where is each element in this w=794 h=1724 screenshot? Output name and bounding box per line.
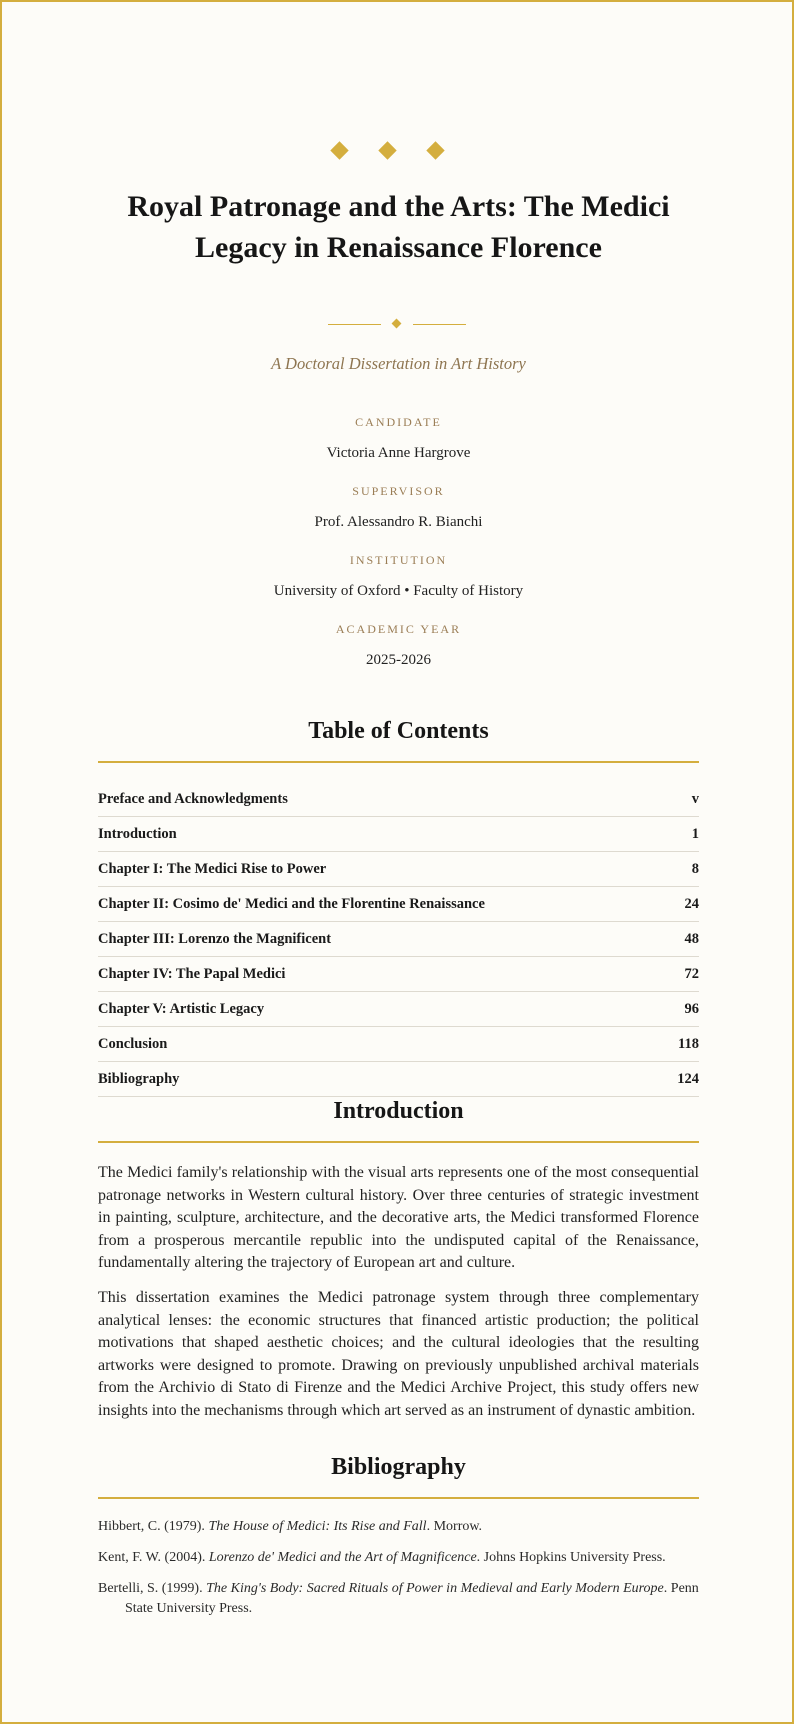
toc-entry-label: Chapter V: Artistic Legacy	[98, 1001, 265, 1017]
introduction-paragraph: The Medici family's relationship with the visual arts represents one of the most consequential patronage networks in Western cultural history. Over three centuries of strategic investment in painting, sculpture, architecture, and the decorative arts, the Medici transformed Florence from a prosperous mercantile republic into the undisputed capital of the Renaissance, fundamentally altering the trajectory of European art and culture.	[98, 1164, 699, 1271]
toc-entry-label: Conclusion	[98, 1036, 168, 1052]
institution-label: INSTITUTION	[349, 553, 448, 567]
bib-publisher: . Penn State University Press.	[125, 1581, 699, 1616]
toc-heading: Table of Contents	[308, 718, 489, 744]
toc-entry-chapter-3[interactable]	[98, 922, 699, 957]
bib-title: The House of Medici: Its Rise and Fall	[208, 1519, 427, 1534]
supervisor-label: SUPERVISOR	[352, 484, 445, 498]
toc-entry-page: 118	[678, 1035, 699, 1052]
supervisor-name: Prof. Alessandro R. Bianchi	[314, 514, 483, 530]
bib-publisher: . Morrow.	[426, 1519, 483, 1534]
table-of-contents	[98, 782, 699, 1097]
subtitle: A Doctoral Dissertation in Art History	[271, 354, 526, 373]
bibliography-heading: Bibliography	[331, 1454, 466, 1480]
toc-entry-bibliography[interactable]	[98, 1062, 699, 1097]
introduction-rule	[98, 1141, 699, 1143]
toc-entry-page: 8	[691, 860, 699, 877]
diamond-icon	[426, 141, 444, 159]
toc-entry-label: Chapter I: The Medici Rise to Power	[98, 861, 327, 877]
institution-name: University of Oxford • Faculty of History	[273, 583, 524, 599]
toc-entry-page: 48	[684, 930, 699, 947]
introduction-heading: Introduction	[333, 1098, 464, 1124]
page-title: Royal Patronage and the Arts: The Medici Legacy in Renaissance Florence	[127, 190, 670, 264]
toc-entry-conclusion[interactable]	[98, 1027, 699, 1062]
candidate-name: Victoria Anne Hargrove	[326, 445, 471, 461]
toc-entry-chapter-2[interactable]	[98, 887, 699, 922]
candidate-label: CANDIDATE	[355, 415, 442, 429]
bibliography-entry	[98, 1517, 699, 1537]
bibliography-entry	[98, 1548, 699, 1568]
toc-entry-page: 124	[677, 1070, 699, 1087]
bibliography-list	[98, 1517, 699, 1629]
toc-entry-label: Preface and Acknowledgments	[98, 791, 288, 807]
toc-entry-page: 96	[684, 1000, 699, 1017]
year-label: ACADEMIC YEAR	[335, 622, 462, 636]
toc-entry-page: 24	[684, 895, 699, 912]
toc-entry-introduction[interactable]	[98, 817, 699, 852]
bib-title: The King's Body: Sacred Rituals of Power in Medieval and Early Modern Europe	[206, 1581, 664, 1596]
diamond-icon	[378, 141, 396, 159]
bibliography-entry	[98, 1579, 699, 1619]
toc-entry-chapter-4[interactable]	[98, 957, 699, 992]
bib-publisher: . Johns Hopkins University Press.	[476, 1550, 666, 1565]
ornament-diamonds	[2, 144, 792, 164]
bib-title: Lorenzo de' Medici and the Art of Magnificence	[208, 1550, 477, 1565]
toc-entry-page: 72	[684, 965, 699, 982]
bib-author: Bertelli, S. (1999).	[98, 1581, 207, 1596]
bibliography-rule	[98, 1497, 699, 1499]
toc-entry-label: Introduction	[98, 826, 177, 842]
toc-entry-label: Chapter IV: The Papal Medici	[98, 966, 286, 982]
toc-entry-chapter-1[interactable]	[98, 852, 699, 887]
academic-year: 2025-2026	[366, 652, 431, 668]
toc-entry-chapter-5[interactable]	[98, 992, 699, 1027]
toc-entry-page: v	[691, 790, 699, 807]
bib-author: Hibbert, C. (1979).	[98, 1519, 209, 1534]
toc-rule	[98, 761, 699, 763]
toc-entry-page: 1	[691, 825, 699, 842]
toc-entry-label: Bibliography	[98, 1071, 180, 1087]
diamond-icon	[330, 141, 348, 159]
diamond-icon	[392, 319, 402, 329]
divider-line	[328, 324, 381, 325]
toc-entry-label: Chapter II: Cosimo de' Medici and the Florentine Renaissance	[98, 896, 485, 912]
toc-entry-label: Chapter III: Lorenzo the Magnificent	[98, 931, 332, 947]
divider-line	[413, 324, 466, 325]
toc-entry-preface[interactable]	[98, 782, 699, 817]
title-divider	[2, 318, 792, 330]
bib-author: Kent, F. W. (2004).	[98, 1550, 209, 1565]
introduction-paragraph: This dissertation examines the Medici patronage system through three complementary analytical lenses: the economic structures that financed artistic production; the political motivations that shaped aesthetic choices; and the cultural ideologies that the resulting artworks were designed to promote. Drawing on previously unpublished archival materials from the Archivio di Stato di Firenze and the Medici Archive Project, this study offers new insights into the mechanisms through which art served as an instrument of dynastic ambition.	[98, 1289, 699, 1419]
